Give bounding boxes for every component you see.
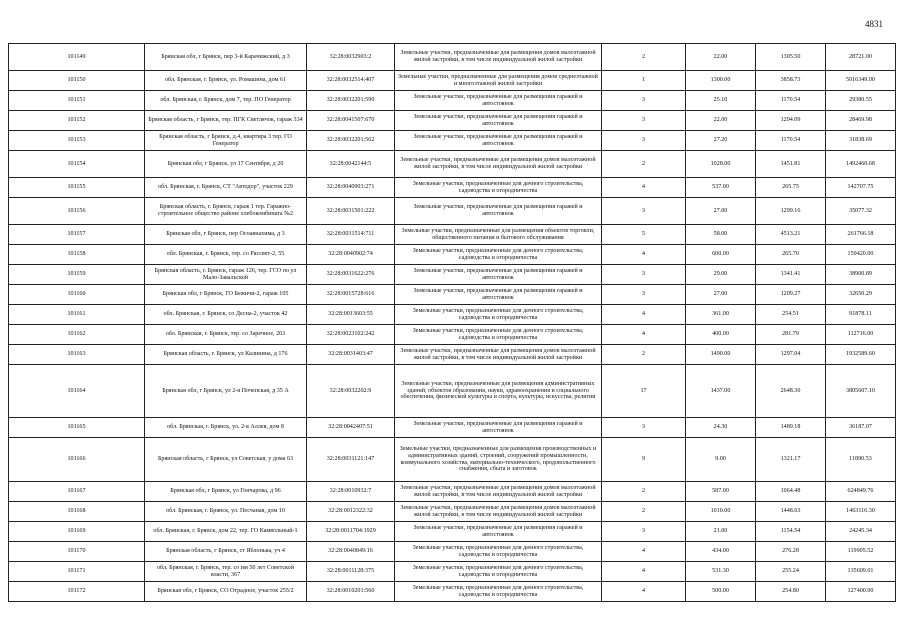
cell-address: обл. Брянская, г. Брянск, ул. Песчаная, дом 10 [145,502,307,522]
cell-cadastral-number: 32:28:0010201:560 [307,582,395,602]
cell-cadastral-number: 32:28:0042407:51 [307,418,395,438]
cell-cadastral-number: 32:28:0031121:147 [307,438,395,482]
cell-cadastral-value: 1492460.68 [826,151,896,178]
cell-area: 9.00 [686,438,756,482]
cell-land-use: Земельные участки, предназначенные для дачного строительства, садоводства и огородничества [395,305,602,325]
cell-land-use: Земельные участки, предназначенные для размещения гаражей и автостоянок [395,522,602,542]
cell-cadastral-value: 119905.52 [826,542,896,562]
cell-area: 24.30 [686,418,756,438]
cell-record-id: 101167 [9,482,145,502]
cell-address: Брянская область, г Брянск, д.4, квартира 3 тер. ГО Генератор [145,131,307,151]
cell-specific-value: 1299.16 [756,198,826,225]
cell-cadastral-value: 28721.00 [826,44,896,71]
cell-record-id: 101172 [9,582,145,602]
cell-land-use: Земельные участки, предназначенные для размещения домов малоэтажной жилой застройки, в том числе индивидуальной жилой застройки [395,502,602,522]
cell-record-id: 101166 [9,438,145,482]
cell-cadastral-number: 32:28:0031514:711 [307,225,395,245]
cell-address: Брянская обл, г Брянск, ул 2-я Почепская, д 35 А [145,365,307,418]
cell-record-id: 101150 [9,71,145,91]
cell-group: 4 [602,325,686,345]
cell-specific-value: 1489.18 [756,418,826,438]
cell-record-id: 101163 [9,345,145,365]
cell-area: 500.00 [686,582,756,602]
cell-land-use: Земельные участки, предназначенные для размещения гаражей и автостоянок [395,111,602,131]
cell-specific-value: 276.28 [756,542,826,562]
table-row [9,178,896,198]
cell-specific-value: 3858.73 [756,71,826,91]
cell-area: 1490.00 [686,345,756,365]
table-row [9,502,896,522]
cell-specific-value: 1154.54 [756,522,826,542]
cell-cadastral-number: 32:28:0032201:562 [307,131,395,151]
cell-area: 22.00 [686,44,756,71]
cell-land-use: Земельные участки, предназначенные для размещения домов малоэтажной жилой застройки, в том числе индивидуальной жилой застройки [395,482,602,502]
cell-land-use: Земельные участки, предназначенные для размещения гаражей и автостоянок [395,198,602,225]
cell-cadastral-value: 112716.00 [826,325,896,345]
cell-area: 21.00 [686,522,756,542]
cell-specific-value: 1064.48 [756,482,826,502]
cell-cadastral-value: 29380.55 [826,91,896,111]
cell-cadastral-number: 32:28:0032514:407 [307,71,395,91]
page-number: 4831 [865,19,883,29]
cell-record-id: 101162 [9,325,145,345]
cell-record-id: 101165 [9,418,145,438]
cell-group: 2 [602,345,686,365]
cell-record-id: 101158 [9,245,145,265]
cell-specific-value: 4513.21 [756,225,826,245]
cell-area: 587.00 [686,482,756,502]
cell-specific-value: 1321.17 [756,438,826,482]
cell-land-use: Земельные участки, предназначенные для размещения гаражей и автостоянок [395,265,602,285]
cell-area: 537.00 [686,178,756,198]
cell-address: Брянская обл, г Брянск, пер 3-й Карачижский, д 3 [145,44,307,71]
cell-cadastral-number: 32:28:0041507:670 [307,111,395,131]
cell-specific-value: 281.79 [756,325,826,345]
cell-cadastral-number: 32:28:0032202:9 [307,365,395,418]
cell-specific-value: 1451.81 [756,151,826,178]
table-body [9,44,896,602]
cell-record-id: 101159 [9,265,145,285]
cell-group: 9 [602,438,686,482]
cell-cadastral-value: 35077.32 [826,198,896,225]
cell-land-use: Земельные участки, предназначенные для дачного строительства, садоводства и огородничества [395,325,602,345]
cell-land-use: Земельные участки, предназначенные для размещения домов малоэтажной жилой застройки, в том числе индивидуальной жилой застройки [395,151,602,178]
cell-address: обл. Брянская, г. Брянск, дом 22, тер. ГО Камвольный-1 [145,522,307,542]
cell-cadastral-number: 32:28:0040903:271 [307,178,395,198]
cell-record-id: 101170 [9,542,145,562]
cell-land-use: Земельные участки, предназначенные для размещения гаражей и автостоянок [395,285,602,305]
cell-address: обл. Брянская, г. Брянск, ул. 2-я Аллея, дом 8 [145,418,307,438]
cell-cadastral-value: 11890.53 [826,438,896,482]
cell-group: 3 [602,522,686,542]
cell-specific-value: 1170.54 [756,131,826,151]
table-row [9,111,896,131]
cell-area: 400.00 [686,325,756,345]
cell-land-use: Земельные участки, предназначенные для размещения гаражей и автостоянок [395,131,602,151]
cell-cadastral-number: 32:28:0011704:1929 [307,522,395,542]
table-row [9,325,896,345]
table-row [9,131,896,151]
cell-area: 600.00 [686,245,756,265]
cell-cadastral-value: 261766.18 [826,225,896,245]
cell-cadastral-value: 159420.00 [826,245,896,265]
cell-record-id: 101160 [9,285,145,305]
cell-group: 4 [602,245,686,265]
table-row [9,285,896,305]
cell-group: 4 [602,178,686,198]
cell-record-id: 101156 [9,198,145,225]
cell-record-id: 101153 [9,131,145,151]
cell-specific-value: 1448.63 [756,502,826,522]
cell-address: Брянская область, г. Брянск, ул Калинина, д 176 [145,345,307,365]
cell-area: 1028.00 [686,151,756,178]
table-row [9,305,896,325]
cell-address: обл. Брянская, г. Брянск, тер. со Рассвет-2, 55 [145,245,307,265]
table-row [9,418,896,438]
table-row [9,71,896,91]
cell-land-use: Земельные участки, предназначенные для дачного строительства, садоводства и огородничества [395,562,602,582]
cell-cadastral-number: 32:28:0015728:616 [307,285,395,305]
cell-land-use: Земельные участки, предназначенные для дачного строительства, садоводства и огородничества [395,582,602,602]
cell-cadastral-value: 32650.29 [826,285,896,305]
cell-record-id: 101171 [9,562,145,582]
cell-land-use: Земельные участки, предназначенные для дачного строительства, садоводства и огородничества [395,245,602,265]
cell-specific-value: 265.70 [756,245,826,265]
cell-land-use: Земельные участки, предназначенные для размещения домов малоэтажной жилой застройки, в том числе индивидуальной жилой застройки [395,44,602,71]
cell-group: 1 [602,71,686,91]
cell-record-id: 101152 [9,111,145,131]
cell-land-use: Земельные участки, предназначенные для дачного строительства, садоводства и огородничества [395,178,602,198]
cell-land-use: Земельные участки, предназначенные для размещения гаражей и автостоянок [395,418,602,438]
cell-group: 17 [602,365,686,418]
cell-cadastral-value: 5016349.00 [826,71,896,91]
cell-address: обл. Брянская, г. Брянск, тер. со Заречное, 263 [145,325,307,345]
cell-cadastral-value: 127400.00 [826,582,896,602]
cell-specific-value: 2648.30 [756,365,826,418]
cell-specific-value: 1209.27 [756,285,826,305]
cell-area: 434.00 [686,542,756,562]
cell-cadastral-number: 32:28:0011128:375 [307,562,395,582]
cell-cadastral-value: 24245.34 [826,522,896,542]
cell-group: 4 [602,542,686,562]
cell-cadastral-number: 32:28:0032201:590 [307,91,395,111]
cell-area: 27.00 [686,198,756,225]
cell-record-id: 101161 [9,305,145,325]
cell-land-use: Земельные участки, предназначенные для размещения домов малоэтажной жилой застройки, в том числе индивидуальной жилой застройки [395,345,602,365]
cell-group: 4 [602,305,686,325]
cell-address: обл. Брянская, г. Брянск, дом 7, тер. ПО Генератор [145,91,307,111]
cell-area: 27.20 [686,131,756,151]
table-row [9,91,896,111]
table-row [9,198,896,225]
cell-address: Брянская область, г Брянск, тер. ПГК Светлячок, гараж 334 [145,111,307,131]
cell-cadastral-number: 32:28:0040902:74 [307,245,395,265]
cell-address: обл. Брянская, г. Брянск, ул. Ромашина, дом 61 [145,71,307,91]
cell-group: 4 [602,582,686,602]
cell-group: 3 [602,198,686,225]
cell-record-id: 101168 [9,502,145,522]
cell-cadastral-value: 1932589.60 [826,345,896,365]
cell-address: Брянская область, г. Брянск, гараж 126, тер. ГСО по ул Мало-Завальской [145,265,307,285]
cell-specific-value: 254.80 [756,582,826,602]
cell-land-use: Земельные участки, предназначенные для дачного строительства, садоводства и огородничества [395,542,602,562]
cell-record-id: 101164 [9,365,145,418]
cell-cadastral-number: 32:28:0042144:5 [307,151,395,178]
cell-land-use: Земельные участки, предназначенные для размещения объектов торговли, общественного питания и бытового обслуживания [395,225,602,245]
cell-address: Брянская обл, г Брянск, ул Гончарова, д 96 [145,482,307,502]
cell-address: Брянская обл, г Брянск, ул 17 Сентября, д 20 [145,151,307,178]
table-row [9,245,896,265]
cell-group: 3 [602,131,686,151]
table-row [9,44,896,71]
cell-land-use: Земельные участки, предназначенные для размещения домов среднеэтажной и многоэтажной жилой застройки [395,71,602,91]
cell-land-use: Земельные участки, предназначенные для размещения гаражей и автостоянок [395,91,602,111]
cell-record-id: 101151 [9,91,145,111]
cell-address: Брянская обл, г Брянск, ГО Бежичи-2, гараж 105 [145,285,307,305]
cell-record-id: 101169 [9,522,145,542]
cell-cadastral-value: 31838.69 [826,131,896,151]
cadastral-value-table [8,43,896,602]
cell-group: 4 [602,562,686,582]
table-row [9,582,896,602]
table-row [9,365,896,418]
cell-cadastral-number: 32:28:0013603:55 [307,305,395,325]
table-row [9,542,896,562]
cell-record-id: 101157 [9,225,145,245]
cell-area: 22.00 [686,111,756,131]
cell-address: Брянская обл, г Брянск, СО Отрадное, участок 255/2 [145,582,307,602]
cell-address: Брянская область, г. Брянск, гараж 1 тер. Гаражно-строительное общество районе хлебокомбината №2 [145,198,307,225]
cell-cadastral-number: 32:28:0012322:32 [307,502,395,522]
cell-cadastral-value: 142707.75 [826,178,896,198]
cell-address: Брянская область, г Брянск, ул Советская, у дома 63 [145,438,307,482]
cell-cadastral-value: 1463116.30 [826,502,896,522]
cell-group: 2 [602,151,686,178]
cell-record-id: 101155 [9,178,145,198]
table-row [9,482,896,502]
cell-group: 3 [602,285,686,305]
cell-group: 3 [602,265,686,285]
cell-group: 5 [602,225,686,245]
cell-cadastral-number: 32:28:0031622:276 [307,265,395,285]
cell-area: 1300.00 [686,71,756,91]
cell-record-id: 101154 [9,151,145,178]
cell-specific-value: 254.51 [756,305,826,325]
cell-specific-value: 1297.04 [756,345,826,365]
cell-cadastral-number: 32:28:0032903:2 [307,44,395,71]
cell-cadastral-number: 32:28:0010932:7 [307,482,395,502]
cell-specific-value: 1305.50 [756,44,826,71]
cell-group: 3 [602,418,686,438]
cell-address: обл. Брянская, г. Брянск, со Десна-2, участок 42 [145,305,307,325]
cell-cadastral-value: 135609.01 [826,562,896,582]
cell-address: обл. Брянская, г. Брянск, тер. со им 50 лет Советской власти, 367 [145,562,307,582]
cell-record-id: 101149 [9,44,145,71]
cell-address: Брянская область, г Брянск, ст Яблонька, уч 4 [145,542,307,562]
cell-area: 29.00 [686,265,756,285]
cell-area: 1437.00 [686,365,756,418]
table-row [9,225,896,245]
table-row [9,151,896,178]
cell-specific-value: 265.75 [756,178,826,198]
cell-cadastral-value: 28469.98 [826,111,896,131]
cell-group: 3 [602,111,686,131]
cell-specific-value: 1341.41 [756,265,826,285]
cell-specific-value: 1294.09 [756,111,826,131]
cell-land-use: Земельные участки, предназначенные для размещения производственных и административных зданий, строений, сооружений промышленности, коммунального хозяйства, материально-технического, продовольственного снабжения, сбыта и заготовок [395,438,602,482]
table-row [9,265,896,285]
cell-cadastral-number: 32:28:0031403:47 [307,345,395,365]
cell-specific-value: 1170.54 [756,91,826,111]
cell-cadastral-value: 38900.89 [826,265,896,285]
cell-group: 3 [602,91,686,111]
cell-area: 25.10 [686,91,756,111]
cell-address: Брянская обл, г Брянск, пер Осоавиахима, д 3 [145,225,307,245]
cell-area: 58.00 [686,225,756,245]
cell-cadastral-value: 91878.11 [826,305,896,325]
cell-group: 2 [602,44,686,71]
cell-group: 2 [602,482,686,502]
table-row [9,522,896,542]
cell-area: 531.30 [686,562,756,582]
cell-address: обл. Брянская, г. Брянск, СТ "Автодор", участок 229 [145,178,307,198]
cell-cadastral-number: 32:28:0023102:242 [307,325,395,345]
cell-cadastral-value: 3805607.10 [826,365,896,418]
table-row [9,438,896,482]
cell-area: 361.00 [686,305,756,325]
cell-specific-value: 255.24 [756,562,826,582]
table-row [9,345,896,365]
cell-cadastral-value: 36187.07 [826,418,896,438]
cell-cadastral-value: 624849.76 [826,482,896,502]
cell-cadastral-number: 32:28:0031501:222 [307,198,395,225]
cell-area: 1010.00 [686,502,756,522]
cell-area: 27.00 [686,285,756,305]
cell-cadastral-number: 32:28:0040849:16 [307,542,395,562]
table-row [9,562,896,582]
cell-land-use: Земельные участки, предназначенные для размещения административных зданий, объектов образования, науки, здравоохранения и социального обеспечения, физической культуры и спорта, культуры, искусства, религии [395,365,602,418]
cell-group: 2 [602,502,686,522]
